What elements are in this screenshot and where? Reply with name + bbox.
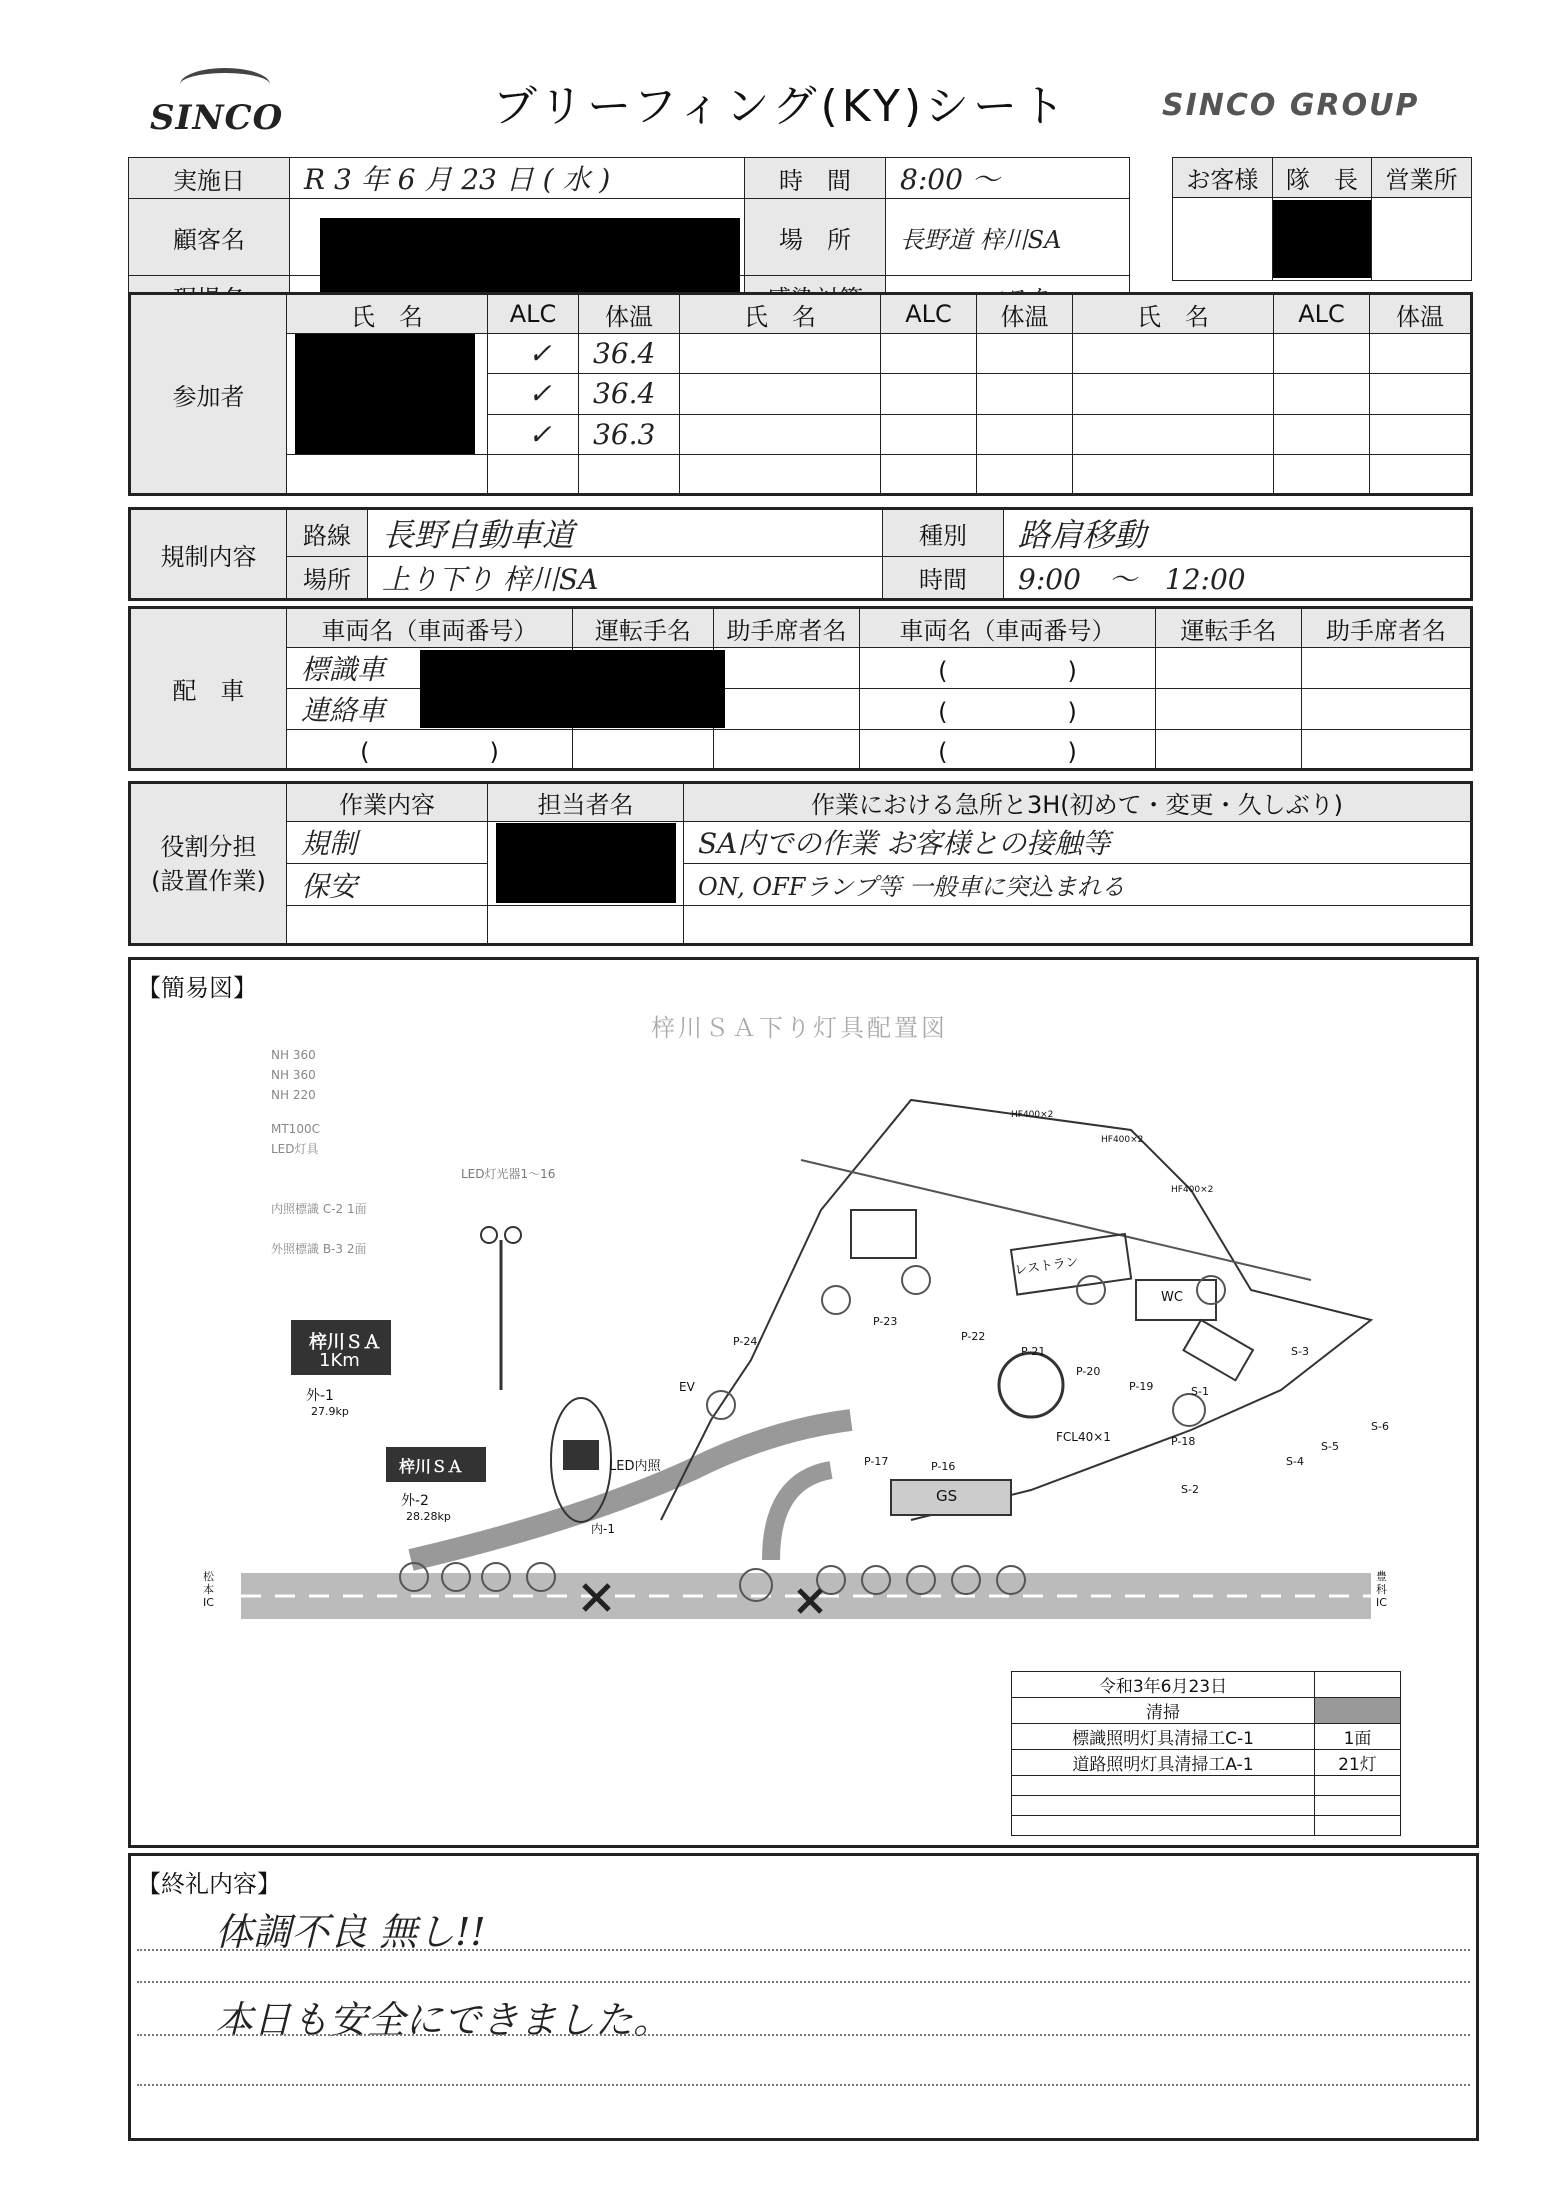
lamp-head-icon bbox=[505, 1227, 521, 1243]
point-label: P-22 bbox=[961, 1330, 986, 1343]
header-alc-2: ALC bbox=[881, 294, 977, 334]
vehicle-row-right: ( ) bbox=[860, 689, 1156, 730]
point-label: S-3 bbox=[1291, 1345, 1309, 1358]
approval-table bbox=[1172, 157, 1472, 281]
point-value: SA内での作業 お客様との接触等 bbox=[684, 821, 1472, 863]
task-header: 作業内容 bbox=[287, 783, 488, 822]
participants-label: 参加者 bbox=[130, 294, 287, 495]
legend-item: 外照標識 B-3 2面 bbox=[271, 1242, 367, 1256]
summary-qty: 21灯 bbox=[1315, 1750, 1401, 1776]
lamp-head-icon bbox=[481, 1227, 497, 1243]
date-label: 実施日 bbox=[129, 158, 290, 199]
summary-date: 令和3年6月23日 bbox=[1012, 1672, 1315, 1698]
redaction bbox=[295, 334, 475, 454]
redaction bbox=[1273, 200, 1372, 278]
point-label: P-21 bbox=[1021, 1345, 1046, 1358]
summary-item: 標識照明灯具清掃工C-1 bbox=[1012, 1724, 1315, 1750]
type-label: 種別 bbox=[883, 509, 1004, 557]
left-ic-label: 松本IC bbox=[203, 1570, 214, 1609]
closing-line: 体調不良 無し!! bbox=[215, 1910, 486, 1954]
right-ic-label: 豊科IC bbox=[1376, 1570, 1387, 1609]
header-alc-3: ALC bbox=[1274, 294, 1370, 334]
vehicles-label: 配 車 bbox=[130, 608, 287, 770]
light-marker-icon bbox=[1173, 1394, 1205, 1426]
reg-place-value: 上り下り 梓川SA bbox=[368, 557, 883, 600]
sign2-text: 梓川ＳＡ bbox=[399, 1457, 464, 1476]
client-label: 顧客名 bbox=[129, 199, 290, 276]
point-label: S-1 bbox=[1191, 1385, 1209, 1398]
place-label: 場 所 bbox=[745, 199, 886, 276]
type-value: 路肩移動 bbox=[1004, 509, 1472, 557]
sign1-id: 外-1 bbox=[306, 1388, 334, 1404]
parking-sign bbox=[563, 1440, 599, 1470]
map-title: 梓川ＳＡ下り灯具配置図 bbox=[651, 1014, 948, 1042]
logo-text: SINCO bbox=[150, 98, 284, 138]
legend-item: NH 360 bbox=[271, 1048, 316, 1062]
ruled-line bbox=[137, 1949, 1470, 1951]
point-label: S-5 bbox=[1321, 1440, 1339, 1453]
light-marker-icon bbox=[1077, 1276, 1105, 1304]
route-label: 路線 bbox=[287, 509, 368, 557]
participant-temp: 36.3 bbox=[579, 414, 680, 454]
approval-leader: 隊 長 bbox=[1272, 158, 1372, 198]
point-value: ON, OFFランプ等 一般車に突込まれる bbox=[684, 863, 1472, 905]
legend-item: NH 360 bbox=[271, 1068, 316, 1082]
page-title: ブリーフィング(KY)シート bbox=[492, 81, 1070, 132]
point-label: P-24 bbox=[733, 1335, 758, 1348]
point-label: S-6 bbox=[1371, 1420, 1389, 1433]
vehicles-table bbox=[128, 606, 1473, 771]
participant-temp: 36.4 bbox=[579, 334, 680, 374]
roles-table bbox=[128, 781, 1473, 946]
approval-office: 営業所 bbox=[1372, 158, 1472, 198]
assistant-header: 助手席者名 bbox=[714, 608, 860, 648]
exit-ramp bbox=[771, 1470, 831, 1560]
summary-item: 道路照明灯具清掃工A-1 bbox=[1012, 1750, 1315, 1776]
participant-alc: ✓ bbox=[488, 414, 579, 454]
ruled-line bbox=[137, 2034, 1470, 2036]
hf-label: HF400×2 bbox=[1011, 1110, 1054, 1120]
legend-item: LED灯具 bbox=[271, 1142, 319, 1156]
roles-label: 役割分担 (設置作業) bbox=[130, 783, 287, 945]
header-name-1: 氏 名 bbox=[287, 294, 488, 334]
header-temp-3: 体温 bbox=[1370, 294, 1472, 334]
header-temp-2: 体温 bbox=[977, 294, 1073, 334]
header-name-3: 氏 名 bbox=[1073, 294, 1274, 334]
time-label: 時 間 bbox=[745, 158, 886, 199]
point-label: S-4 bbox=[1286, 1455, 1304, 1468]
regulation-label: 規制内容 bbox=[130, 509, 287, 600]
hf-label: HF400×2 bbox=[1101, 1135, 1144, 1145]
cleaning-summary-table bbox=[1011, 1671, 1401, 1836]
header-name-2: 氏 名 bbox=[680, 294, 881, 334]
participant-names bbox=[287, 334, 488, 455]
vehicle-header: 車両名（車両番号） bbox=[287, 608, 573, 648]
assignee-header: 担当者名 bbox=[488, 783, 684, 822]
point-header: 作業における急所と3H(初めて・変更・久しぶり) bbox=[684, 783, 1472, 822]
map-section bbox=[128, 957, 1479, 1848]
assistant-cell bbox=[714, 689, 860, 730]
redaction bbox=[496, 823, 676, 903]
ruled-line bbox=[137, 1981, 1470, 1983]
ruled-line bbox=[137, 2084, 1470, 2086]
sa-outline bbox=[661, 1100, 1371, 1520]
header-alc-1: ALC bbox=[488, 294, 579, 334]
legend-item: 内照標識 C-2 1面 bbox=[271, 1202, 367, 1216]
sign1-kp: 27.9kp bbox=[311, 1405, 349, 1418]
wc-label: WC bbox=[1161, 1290, 1183, 1305]
light-marker-icon bbox=[902, 1266, 930, 1294]
driver-header-2: 運転手名 bbox=[1156, 608, 1302, 648]
closing-line: 本日も安全にできました。 bbox=[215, 1998, 672, 2042]
approval-office-stamp bbox=[1372, 198, 1472, 281]
approval-leader-stamp bbox=[1272, 198, 1372, 281]
restaurant-label: レストラン bbox=[1013, 1254, 1080, 1279]
sign2-kp: 28.28kp bbox=[406, 1510, 451, 1523]
participant-temp: 36.4 bbox=[579, 374, 680, 414]
building bbox=[851, 1210, 916, 1258]
lamp-label: FCL40×1 bbox=[1056, 1430, 1111, 1444]
clock-lamp-icon bbox=[999, 1353, 1063, 1417]
light-marker-icon bbox=[822, 1286, 850, 1314]
vehicle-row-right: ( ) bbox=[860, 730, 1156, 770]
point-label: P-20 bbox=[1076, 1365, 1101, 1378]
point-label: P-23 bbox=[873, 1315, 898, 1328]
led-lamp-label: LED灯光器1〜16 bbox=[461, 1167, 556, 1181]
reg-time-label: 時間 bbox=[883, 557, 1004, 600]
time-value: 8:00 〜 bbox=[886, 158, 1130, 199]
point-label: P-16 bbox=[931, 1460, 956, 1473]
approval-customer: お客様 bbox=[1173, 158, 1273, 198]
building bbox=[1184, 1320, 1253, 1380]
reg-time-value: 9:00 〜 12:00 bbox=[1004, 557, 1472, 600]
regulation-table bbox=[128, 507, 1473, 601]
point-label: P-19 bbox=[1129, 1380, 1154, 1393]
date-value: R 3 年 6 月 23 日 ( 水 ) bbox=[290, 158, 745, 199]
approval-customer-stamp bbox=[1173, 198, 1273, 281]
summary-qty: 1面 bbox=[1315, 1724, 1401, 1750]
sign1-text: 梓川ＳＡ bbox=[309, 1332, 381, 1353]
route-value: 長野自動車道 bbox=[368, 509, 883, 557]
point-label: P-18 bbox=[1171, 1435, 1196, 1448]
ev-label: EV bbox=[679, 1380, 695, 1394]
legend-item: NH 220 bbox=[271, 1088, 316, 1102]
led-sign-label: LED内照 bbox=[609, 1459, 661, 1474]
redaction bbox=[420, 650, 725, 728]
task-value: 保安 bbox=[287, 863, 488, 905]
vehicle-row-right: ( ) bbox=[860, 648, 1156, 689]
sign2-id: 外-2 bbox=[401, 1493, 429, 1509]
vehicle-row: ( ) bbox=[287, 730, 573, 770]
driver-header: 運転手名 bbox=[573, 608, 714, 648]
sign1-dist: 1Km bbox=[319, 1350, 360, 1371]
task-value: 規制 bbox=[287, 821, 488, 863]
vehicle-name: 標識車 bbox=[301, 653, 386, 686]
participant-alc: ✓ bbox=[488, 334, 579, 374]
client-value bbox=[290, 199, 745, 276]
vehicle-header-2: 車両名（車両番号） bbox=[860, 608, 1156, 648]
point-label: S-2 bbox=[1181, 1483, 1199, 1496]
closing-label: 【終礼内容】 bbox=[137, 1870, 281, 1898]
summary-header: 清掃 bbox=[1012, 1698, 1315, 1724]
legend-item: MT100C bbox=[271, 1122, 320, 1136]
map-label: 【簡易図】 bbox=[137, 974, 257, 1002]
led-sign-id: 内-1 bbox=[591, 1522, 615, 1536]
vehicle-name: 連絡車 bbox=[301, 694, 386, 727]
gs-label: GS bbox=[936, 1487, 958, 1505]
participants-table bbox=[128, 292, 1473, 496]
reg-place-label: 場所 bbox=[287, 557, 368, 600]
place-value: 長野道 梓川SA bbox=[886, 199, 1130, 276]
assistant-header-2: 助手席者名 bbox=[1302, 608, 1472, 648]
sinco-group-logo: SINCO GROUP bbox=[1162, 88, 1420, 123]
header-temp-1: 体温 bbox=[579, 294, 680, 334]
assistant-cell bbox=[714, 648, 860, 689]
closing-section bbox=[128, 1853, 1479, 2141]
redaction bbox=[320, 218, 740, 294]
point-label: P-17 bbox=[864, 1455, 889, 1468]
assignee-cell bbox=[488, 821, 684, 905]
hf-label: HF400×2 bbox=[1171, 1185, 1214, 1195]
participant-alc: ✓ bbox=[488, 374, 579, 414]
